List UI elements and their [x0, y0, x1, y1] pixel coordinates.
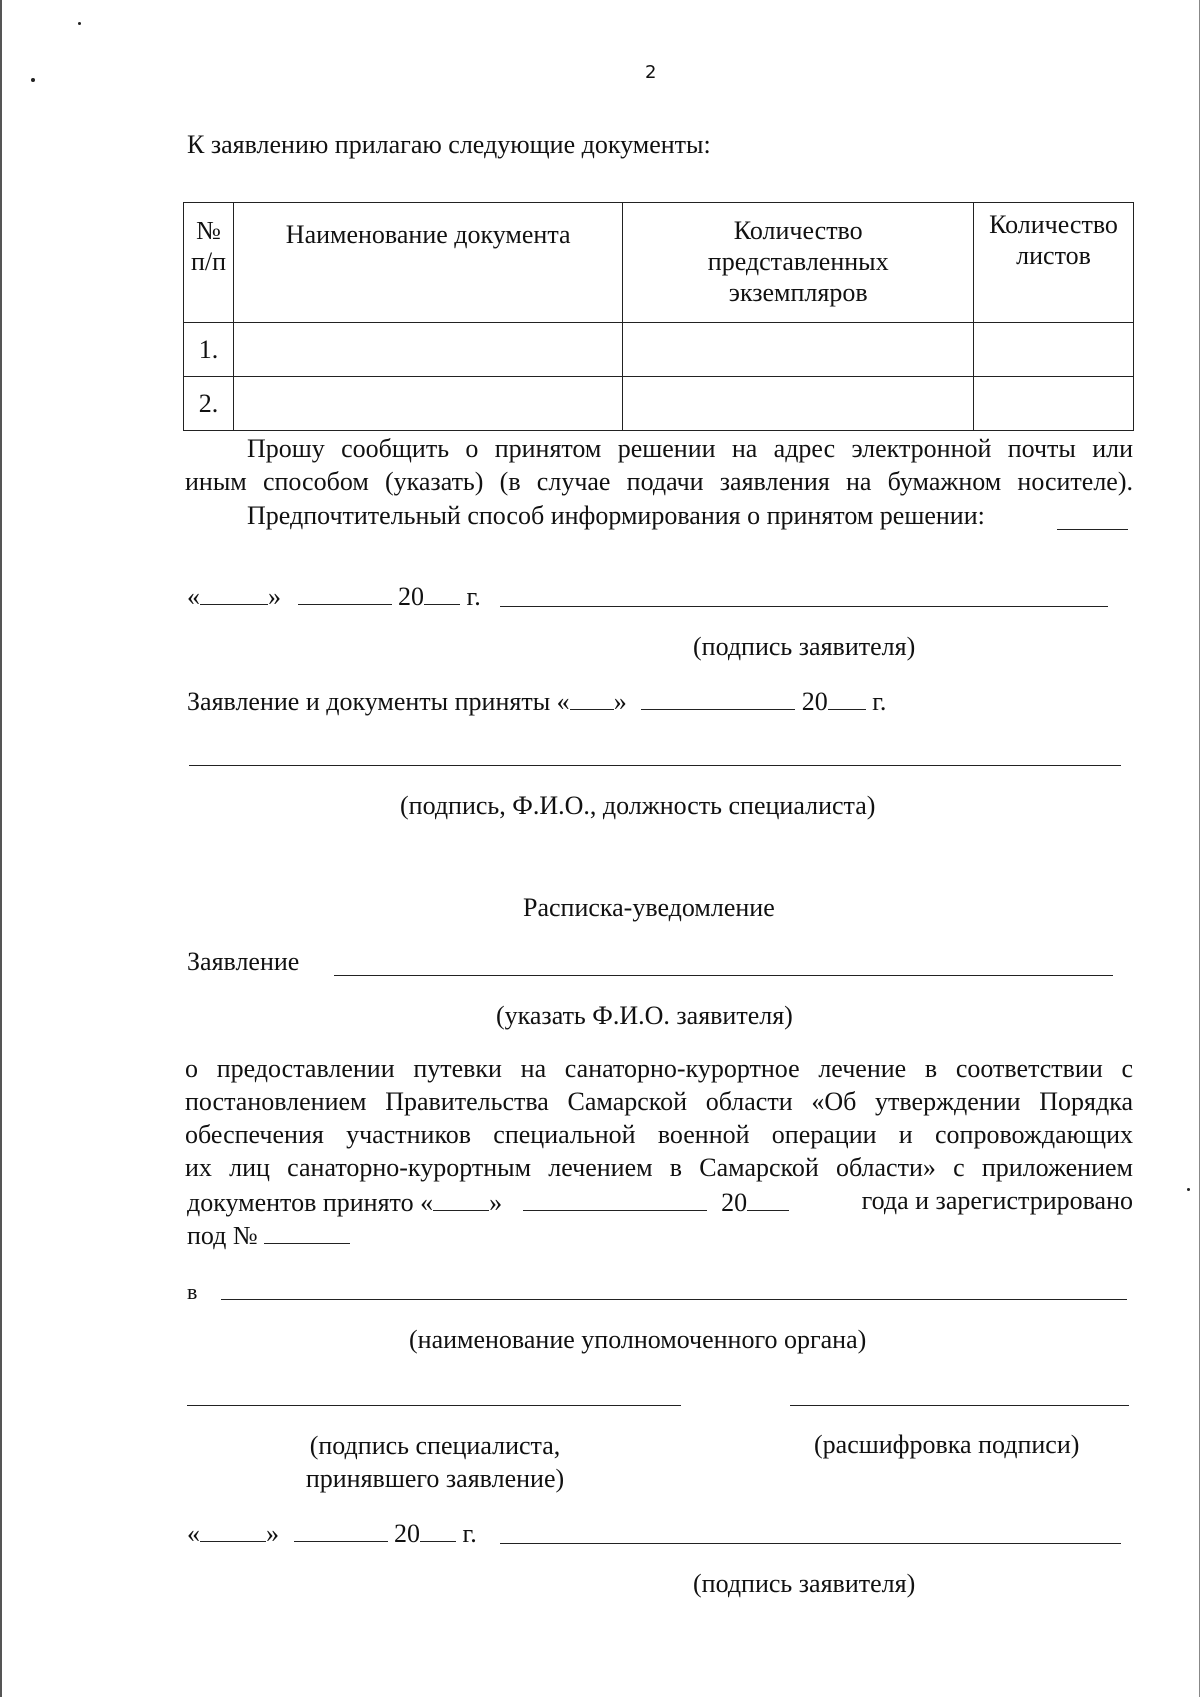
specialist-signature-caption-line2: принявшего заявление) — [305, 1464, 565, 1493]
year-blank[interactable] — [420, 1515, 456, 1542]
header-copies — [623, 203, 974, 323]
year-prefix: 20 — [398, 582, 424, 611]
row-name-cell[interactable] — [233, 323, 622, 377]
request-line-2: иным способом (указать) (в случае подачи заявления на бумажном носителе). — [185, 467, 1133, 496]
accepted-text: Заявление и документы приняты « — [187, 687, 570, 716]
applicant-signature-line-2[interactable] — [500, 1543, 1121, 1544]
accepted-year-blank[interactable] — [828, 683, 866, 710]
accepted-day-blank[interactable] — [570, 683, 614, 710]
row-num: 1. — [184, 323, 234, 377]
receipt-paragraph — [185, 1052, 1133, 1184]
year-prefix: 20 — [721, 1188, 748, 1217]
open-quote: « — [187, 582, 200, 611]
scan-speck — [78, 22, 81, 25]
specialist-signature-line[interactable] — [189, 765, 1121, 766]
statement-label: Заявление — [187, 947, 300, 976]
close-quote: » — [489, 1188, 503, 1217]
header-num-line2: п/п — [190, 247, 226, 276]
specialist-sign-line[interactable] — [187, 1405, 681, 1406]
receipt-registered-text: года и зарегистрировано — [861, 1186, 1133, 1215]
authority-line[interactable] — [221, 1299, 1127, 1300]
year-suffix: г. — [462, 1519, 477, 1548]
applicant-name-line[interactable] — [334, 975, 1113, 976]
applicant-signature-caption-1: (подпись заявителя) — [693, 632, 916, 661]
header-num-line1: № — [196, 216, 221, 245]
row-name-cell[interactable] — [233, 377, 622, 431]
receipt-line-1: о предоставлении путевки на санаторно-курортное лечение в соответствии с — [185, 1054, 1133, 1083]
request-paragraph — [185, 432, 1133, 498]
reg-number-label: под № — [187, 1221, 258, 1250]
receipt-title: Расписка-уведомление — [523, 893, 775, 922]
specialist-caption: (подпись, Ф.И.О., должность специалиста) — [400, 791, 876, 820]
applicant-name-caption: (указать Ф.И.О. заявителя) — [496, 1001, 793, 1030]
applicant-signature-line-1[interactable] — [500, 606, 1108, 607]
row-sheets-cell[interactable] — [974, 377, 1134, 431]
row-sheets-cell[interactable] — [974, 323, 1134, 377]
day-blank[interactable] — [200, 1515, 266, 1542]
row-num: 2. — [184, 377, 234, 431]
accepted-line — [187, 683, 886, 718]
request-line-1: Прошу сообщить о принятом решении на адрес электронной почты или — [247, 434, 1133, 463]
scan-speck — [31, 78, 35, 82]
year-blank[interactable] — [424, 578, 460, 605]
header-sheets-line1: Количество — [989, 210, 1118, 239]
scan-edge-left — [0, 0, 2, 1697]
year-prefix: 20 — [394, 1519, 420, 1548]
receipt-line-5 — [187, 1184, 1133, 1219]
row-copies-cell[interactable] — [623, 377, 974, 431]
receipt-day-blank[interactable] — [433, 1184, 489, 1211]
receipt-line-4: их лиц санаторно-курортным лечением в Самарской области» с приложением — [185, 1153, 1133, 1182]
day-blank[interactable] — [200, 578, 268, 605]
header-copies-line3: экземпляров — [728, 278, 868, 307]
signature-decode-caption: (расшифровка подписи) — [814, 1430, 1080, 1459]
close-quote: » — [613, 687, 627, 716]
receipt-line-3: обеспечения участников специальной военной операции и сопровождающих — [185, 1120, 1133, 1149]
receipt-year-blank[interactable] — [747, 1184, 789, 1211]
open-quote: « — [187, 1519, 200, 1548]
table-row — [184, 323, 1134, 377]
year-suffix: г. — [872, 687, 887, 716]
scan-speck — [1187, 1188, 1190, 1191]
applicant-signature-caption-2: (подпись заявителя) — [693, 1569, 916, 1598]
header-copies-line1: Количество — [733, 216, 863, 245]
preferred-method-blank[interactable] — [1057, 529, 1128, 530]
header-copies-line2: представленных — [707, 247, 889, 276]
attachments-heading: К заявлению прилагаю следующие документы: — [187, 130, 711, 159]
year-prefix: 20 — [801, 687, 828, 716]
table-header-row — [184, 203, 1134, 323]
month-blank[interactable] — [298, 578, 392, 605]
specialist-signature-caption-line1: (подпись специалиста, — [309, 1431, 561, 1460]
year-suffix: г. — [466, 582, 481, 611]
close-quote: » — [268, 582, 281, 611]
page-number: 2 — [645, 62, 657, 83]
authority-caption: (наименование уполномоченного органа) — [409, 1325, 867, 1354]
table-row — [184, 377, 1134, 431]
date-block-2 — [187, 1515, 477, 1550]
date-block-1 — [187, 578, 481, 613]
header-sheets — [974, 203, 1134, 323]
receipt-accepted-text: документов принято « — [187, 1188, 434, 1217]
row-copies-cell[interactable] — [623, 323, 974, 377]
specialist-signature-caption — [250, 1429, 620, 1495]
in-label: в — [187, 1279, 198, 1304]
accepted-month-blank[interactable] — [641, 683, 795, 710]
signature-decode-line[interactable] — [790, 1405, 1129, 1406]
receipt-line-6 — [187, 1217, 350, 1252]
header-num — [184, 203, 234, 323]
reg-number-blank[interactable] — [264, 1217, 350, 1244]
header-sheets-line2: листов — [1016, 241, 1091, 270]
preferred-method-label: Предпочтительный способ информирования о принятом решении: — [247, 501, 985, 530]
close-quote: » — [266, 1519, 279, 1548]
receipt-month-blank[interactable] — [523, 1184, 707, 1211]
attachments-table — [183, 202, 1134, 431]
header-name: Наименование документа — [233, 203, 622, 323]
receipt-line-2: постановлением Правительства Самарской области «Об утверждении Порядка — [185, 1087, 1133, 1116]
month-blank[interactable] — [294, 1515, 388, 1542]
